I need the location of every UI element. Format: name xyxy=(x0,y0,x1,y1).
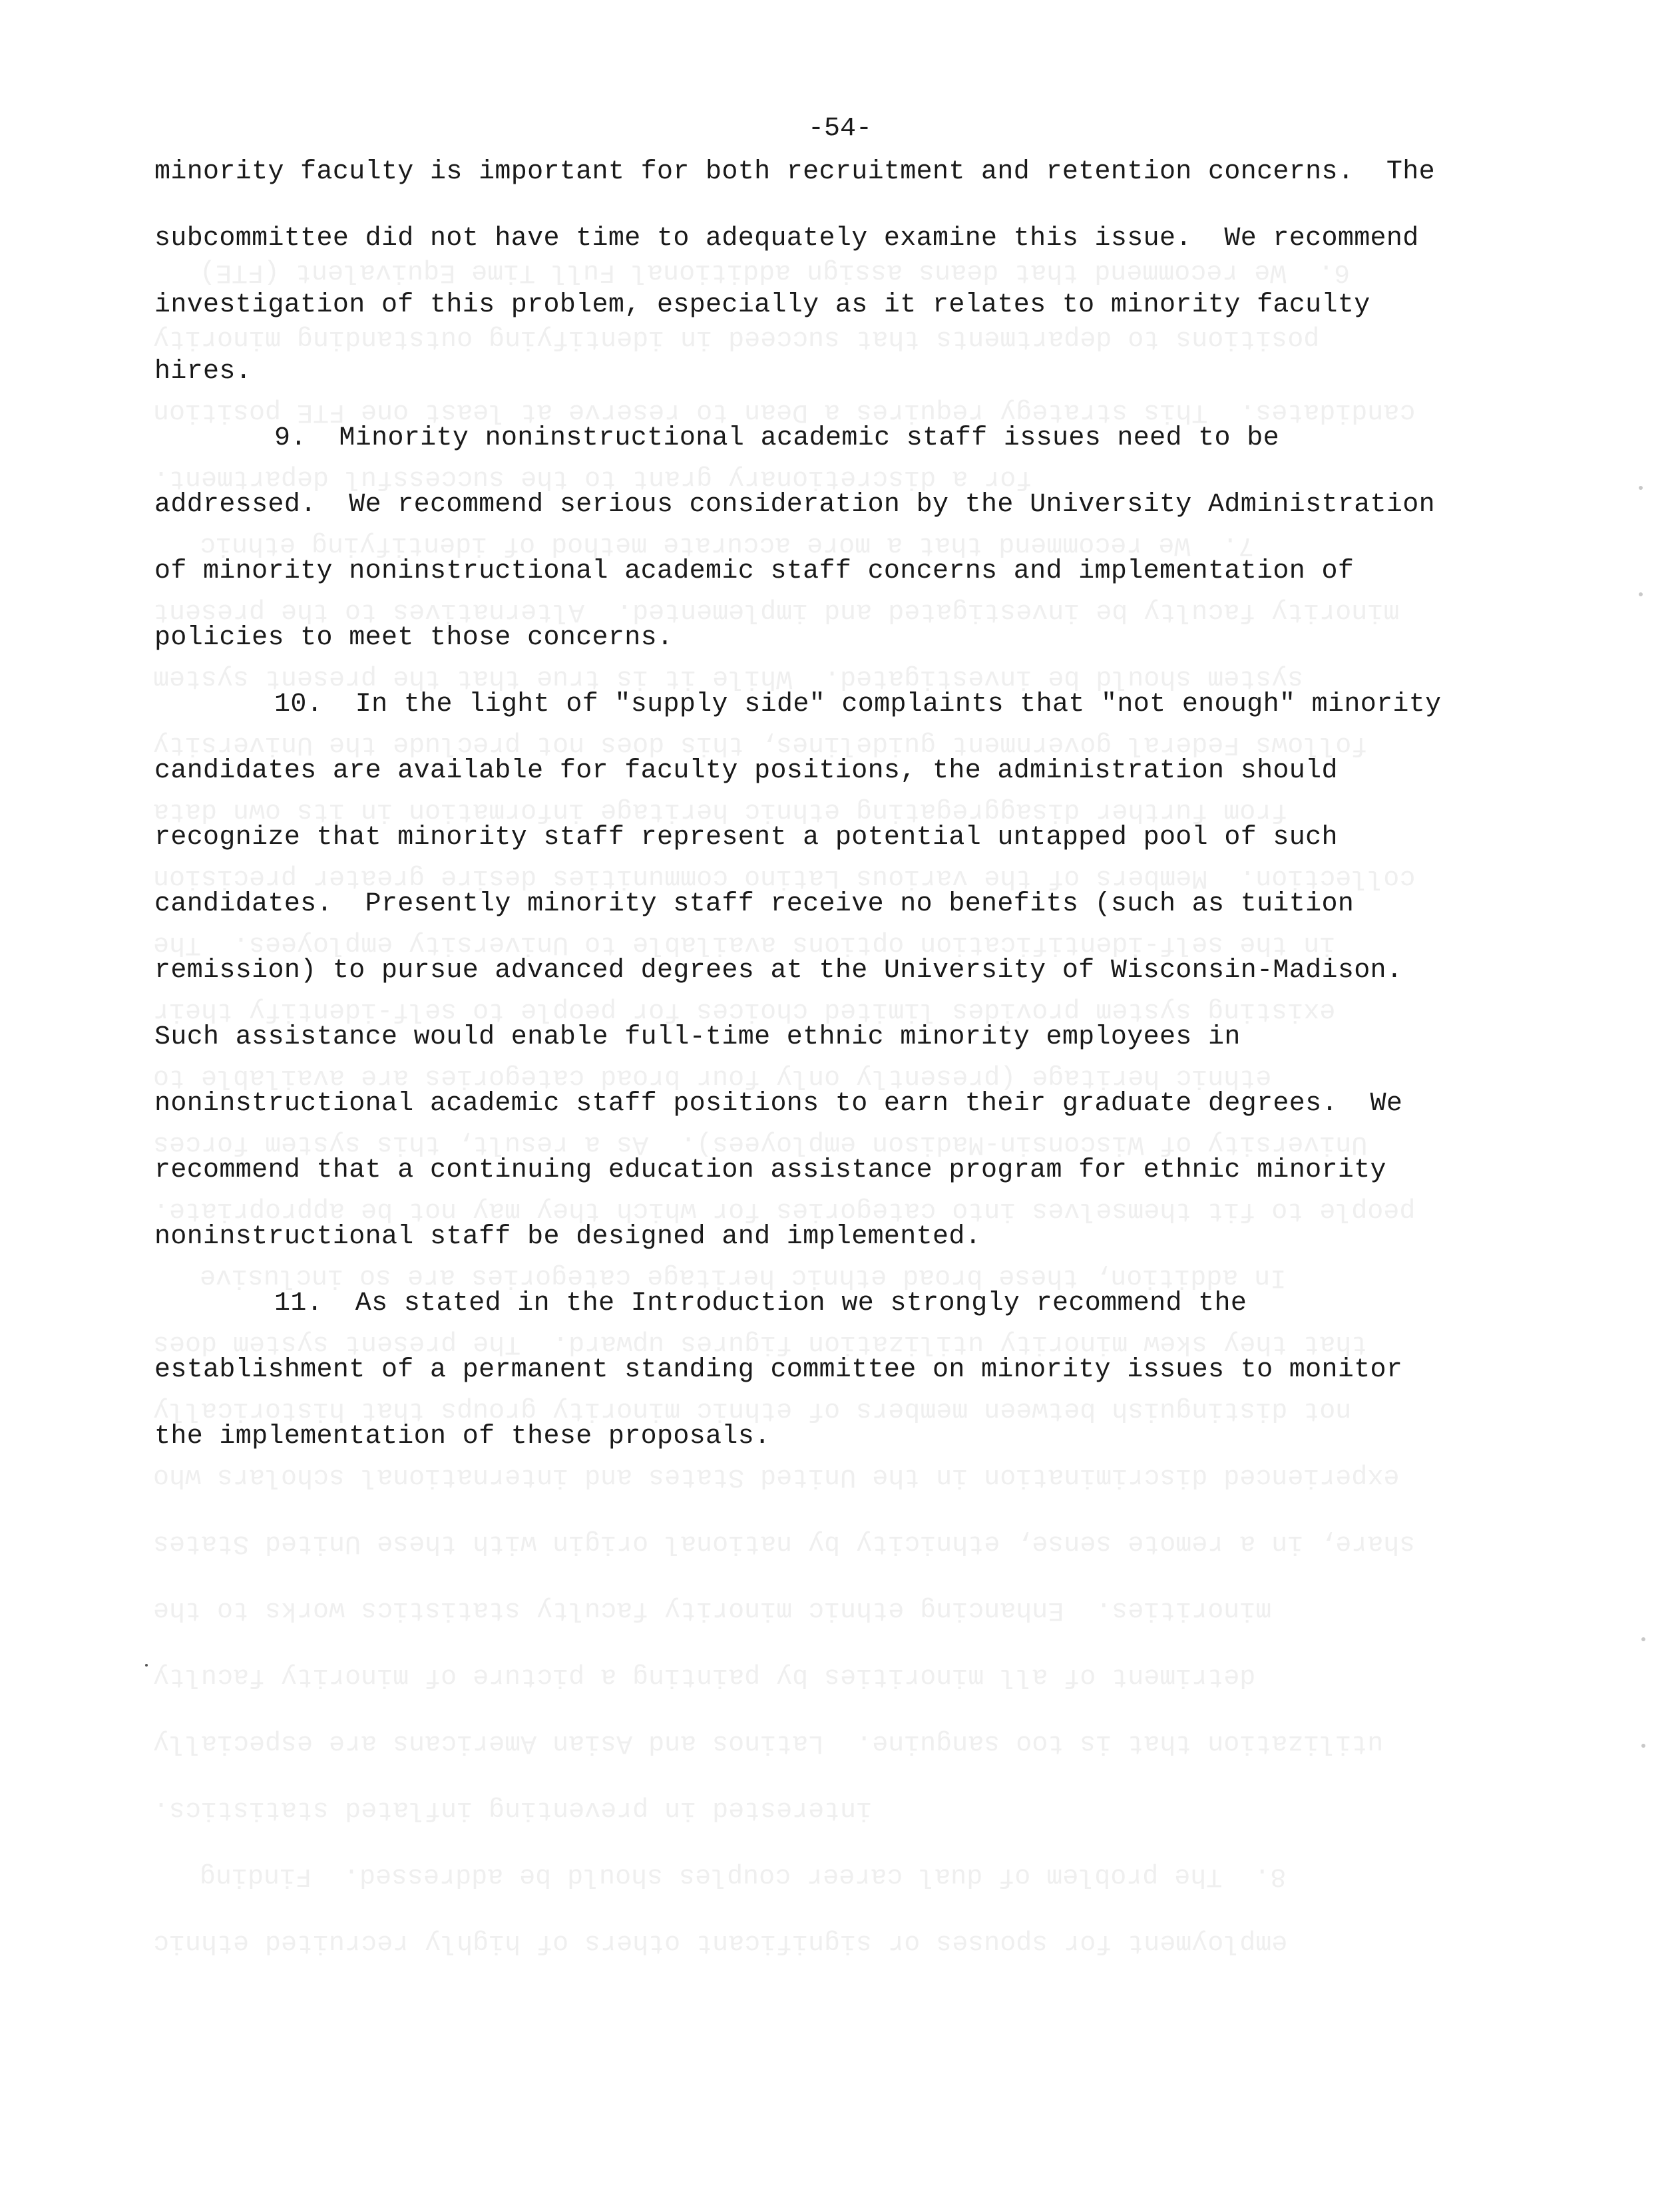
show-through-text: experienced discrimination in the United States and international scholars who xyxy=(153,1462,1400,1491)
body-line: establishment of a permanent standing committee on minority issues to monitor xyxy=(154,1355,1403,1385)
page-number: -54- xyxy=(807,114,872,144)
body-line: 11. As stated in the Introduction we strongly recommend the xyxy=(274,1289,1247,1318)
show-through-text: detriment of all minorities by painting a picture of minority faculty xyxy=(153,1661,1256,1691)
body-line: minority faculty is important for both recruitment and retention concerns. The xyxy=(154,157,1435,187)
body-line: recognize that minority staff represent a potential untapped pool of such xyxy=(154,823,1338,853)
show-through-text: for a discretionary grant to the successful department. xyxy=(153,463,1032,493)
body-line: addressed. We recommend serious consideration by the University Administration xyxy=(154,490,1435,520)
body-line: policies to meet those concerns. xyxy=(154,623,674,653)
show-through-text: people to fit themselves into categories for which they may not be appropriate. xyxy=(153,1195,1416,1225)
show-through-text: minorities. Enhancing ethnic minority faculty statistics works to the xyxy=(153,1595,1272,1625)
body-line: 9. Minority noninstructional academic staff issues need to be xyxy=(274,423,1279,453)
show-through-text: not distinguish between members of ethnic minority groups that historically xyxy=(153,1395,1352,1425)
show-through-text: 8. The problem of dual career couples should be addressed. Finding xyxy=(200,1861,1287,1891)
paper-speck xyxy=(1639,486,1643,490)
show-through-text: system should be investigated. While it is true that the present system xyxy=(153,663,1304,693)
paper-speck xyxy=(1639,592,1643,596)
show-through-text: utilization that is too sanguine. Latinos and Asian Americans are especially xyxy=(153,1728,1384,1758)
body-line: Such assistance would enable full-time ethnic minority employees in xyxy=(154,1022,1241,1052)
show-through-text: In addition, these broad ethnic heritage categories are so inclusive xyxy=(200,1262,1287,1292)
show-through-text: interested in preventing inflated statistics. xyxy=(153,1794,873,1824)
show-through-text: in the self-identification options available to University employees. The xyxy=(153,929,1336,959)
show-through-text: share, in a remote sense, ethnicity by national origin with these United States xyxy=(153,1528,1416,1558)
paper-speck xyxy=(145,1664,148,1667)
show-through-text: from further disaggregating ethnic heritage information in its own data xyxy=(153,796,1288,826)
body-line: candidates are available for faculty positions, the administration should xyxy=(154,756,1338,786)
show-through-text: 7. We recommend that a more accurate method of identifying ethnic xyxy=(200,530,1255,560)
body-line: investigation of this problem, especially as it relates to minority faculty xyxy=(154,290,1370,320)
show-through-text: follows Federal government guidelines, this does not preclude the University xyxy=(153,729,1368,759)
body-line: 10. In the light of "supply side" complaints that "not enough" minority xyxy=(274,690,1442,719)
body-line: noninstructional academic staff positions to earn their graduate degrees. We xyxy=(154,1089,1403,1119)
show-through-text: employment for spouses or significant others of highly recruited ethnic xyxy=(153,1927,1288,1957)
show-through-text: existing system provides limited choices for people to self-identify their xyxy=(153,996,1336,1026)
show-through-text: that they skew minority utilization figures upward. The present system does xyxy=(153,1328,1368,1358)
show-through-text: minority faculty be investigated and implemented. Alternatives to the present xyxy=(153,596,1400,626)
body-line: candidates. Presently minority staff receive no benefits (such as tuition xyxy=(154,889,1355,919)
body-line: noninstructional staff be designed and implemented. xyxy=(154,1222,982,1252)
body-line: recommend that a continuing education assistance program for ethnic minority xyxy=(154,1155,1386,1185)
body-line: remission) to pursue advanced degrees at the University of Wisconsin-Madison. xyxy=(154,956,1403,986)
show-through-text: University of Wisconsin-Madison employees). As a result, this system forces xyxy=(153,1129,1368,1159)
paper-speck xyxy=(1641,1744,1645,1748)
show-through-text: ethnic heritage (presently only four broad categories are available to xyxy=(153,1062,1272,1092)
paper-speck xyxy=(1641,1637,1645,1641)
show-through-text: positions to departments that succeed in identifying outstanding minority xyxy=(153,323,1320,353)
body-line: the implementation of these proposals. xyxy=(154,1422,771,1452)
show-through-text: candidates. This strategy requires a Dean to reserve at least one FTE position xyxy=(153,397,1416,427)
show-through-text: 6. We recommend that deans assign additional Full Time Equivalent (FTE) xyxy=(200,257,1351,287)
body-line: of minority noninstructional academic staff concerns and implementation of xyxy=(154,556,1355,586)
show-through-text: collection. Members of the various Latino communities desire greater precision xyxy=(153,863,1416,893)
body-line: hires. xyxy=(154,357,252,387)
body-line: subcommittee did not have time to adequately examine this issue. We recommend xyxy=(154,224,1419,254)
